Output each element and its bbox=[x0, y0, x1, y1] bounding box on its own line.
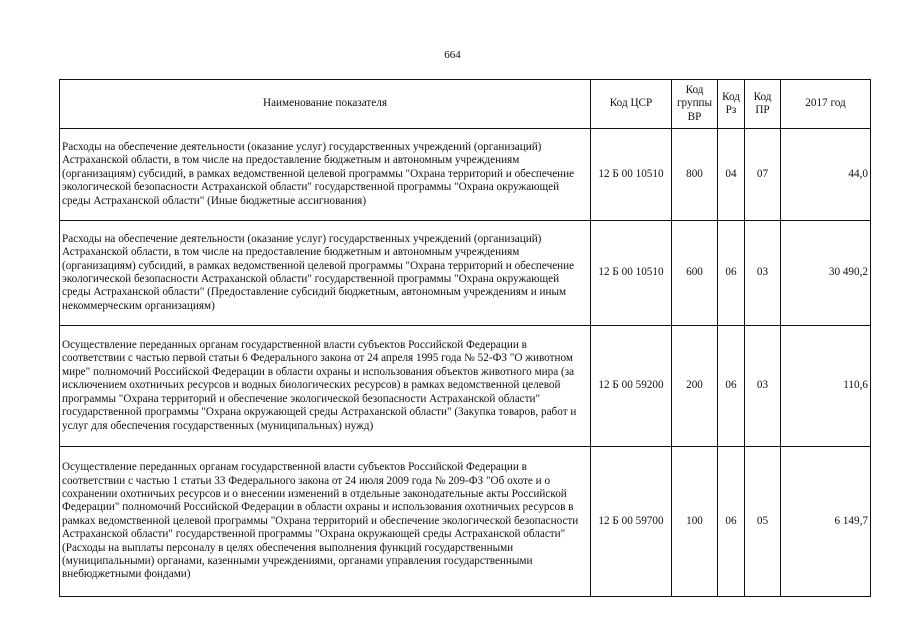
row-amount: 110,6 bbox=[781, 326, 871, 447]
row-pr: 03 bbox=[745, 221, 781, 326]
row-vr: 100 bbox=[672, 447, 718, 597]
row-pr: 05 bbox=[745, 447, 781, 597]
table-row bbox=[60, 221, 871, 326]
header-csr: Код ЦСР bbox=[591, 80, 672, 129]
row-vr: 800 bbox=[672, 129, 718, 221]
row-amount: 30 490,2 bbox=[781, 221, 871, 326]
table-row bbox=[60, 447, 871, 597]
row-rz: 06 bbox=[718, 447, 745, 597]
row-name: Расходы на обеспечение деятельности (оказание услуг) государственных учреждений (организаций) Астраханской области, в том числе на предоставление бюджетным и автономным учреждениям (организациям) субсидий, в рамках ведомственной целевой программы "Охрана территорий и обеспечение экологической безопасности Астраханской области" государственной программы "Охрана окружающей среды Астраханской области" (Предоставление субсидий бюджетным, автономным учреждениям и иным некоммерческим организациям) bbox=[60, 221, 591, 326]
row-rz: 04 bbox=[718, 129, 745, 221]
row-name: Осуществление переданных органам государственной власти субъектов Российской Федерации в соответствии с частью первой статьи 6 Федерального закона от 24 апреля 1995 года № 52-ФЗ "О животном мире" полномочий Российской Федерации в области охраны и использования объектов животного мира (за исключением охотничьих ресурсов и водных биологических ресурсов) в рамках ведомственной целевой программы "Охрана территорий и обеспечение экологической безопасности Астраханской области" государственной программы "Охрана окружающей среды Астраханской области" (Закупка товаров, работ и услуг для обеспечения государственных (муниципальных) нужд) bbox=[60, 326, 591, 447]
row-csr: 12 Б 00 10510 bbox=[591, 129, 672, 221]
row-name: Расходы на обеспечение деятельности (оказание услуг) государственных учреждений (организаций) Астраханской области, в том числе на предоставление бюджетным и автономным учреждениям (организациям) субсидий, в рамках ведомственной целевой программы "Охрана территорий и обеспечение экологической безопасности Астраханской области" государственной программы "Охрана окружающей среды Астраханской области" (Иные бюджетные ассигнования) bbox=[60, 129, 591, 221]
table-row bbox=[60, 326, 871, 447]
row-pr: 03 bbox=[745, 326, 781, 447]
row-csr: 12 Б 00 59700 bbox=[591, 447, 672, 597]
header-pr: Код ПР bbox=[745, 80, 781, 129]
table-row bbox=[60, 129, 871, 221]
table-header-row bbox=[60, 80, 871, 129]
row-vr: 200 bbox=[672, 326, 718, 447]
row-amount: 44,0 bbox=[781, 129, 871, 221]
row-vr: 600 bbox=[672, 221, 718, 326]
page-number: 664 bbox=[444, 49, 461, 61]
row-pr: 07 bbox=[745, 129, 781, 221]
budget-table bbox=[59, 79, 871, 597]
header-name: Наименование показателя bbox=[60, 80, 591, 129]
header-rz: Код Рз bbox=[718, 80, 745, 129]
row-rz: 06 bbox=[718, 326, 745, 447]
header-year: 2017 год bbox=[781, 80, 871, 129]
row-rz: 06 bbox=[718, 221, 745, 326]
row-name: Осуществление переданных органам государственной власти субъектов Российской Федерации в соответствии с частью 1 статьи 33 Федерального закона от 24 июля 2009 года № 209-ФЗ "Об охоте и о сохранении охотничьих ресурсов и о внесении изменений в отдельные законодательные акты Российской Федерации" полномочий Российской Федерации в области охраны и использования охотничьих ресурсов в рамках ведомственной целевой программы "Охрана территорий и обеспечение экологической безопасности Астраханской области" государственной программы "Охрана окружающей среды Астраханской области" (Расходы на выплаты персоналу в целях обеспечения выполнения функций государственными (муниципальными) органами, казенными учреждениями, органами управления государственными внебюджетными фондами) bbox=[60, 447, 591, 597]
header-vr: Код группы ВР bbox=[672, 80, 718, 129]
row-csr: 12 Б 00 59200 bbox=[591, 326, 672, 447]
row-amount: 6 149,7 bbox=[781, 447, 871, 597]
row-csr: 12 Б 00 10510 bbox=[591, 221, 672, 326]
